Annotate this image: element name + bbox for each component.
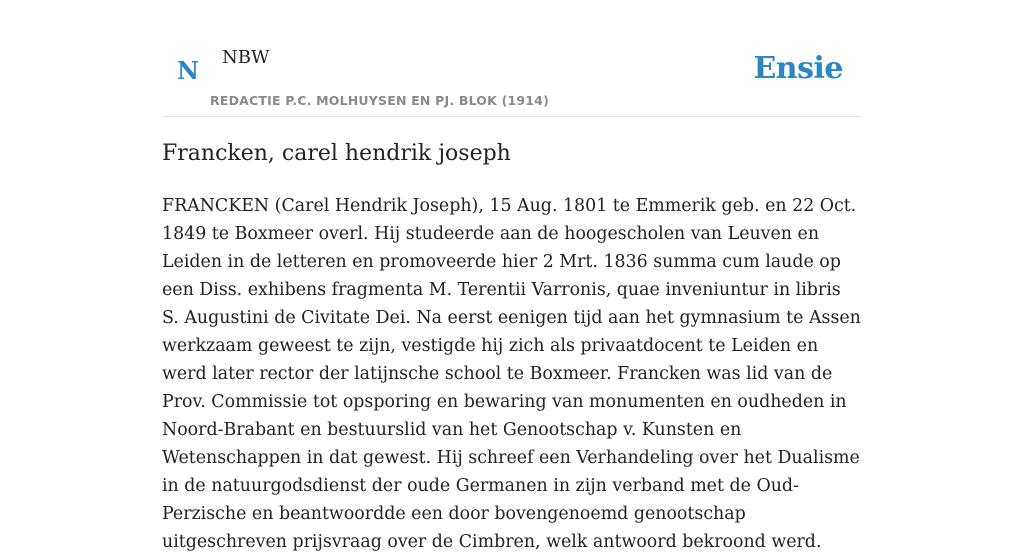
article-body: FRANCKEN (Carel Hendrik Joseph), 15 Aug. 1801 te Emmerik geb. en 22 Oct. 1849 te Boxmeer overl. Hij studeerde aan de hoogescholen van Leuven en Leiden in de letteren en promoveerde hier 2 Mrt. 1836 summa cum laude op een Diss. exhibens fragmenta M. Terentii Varronis, quae inveniuntur in libris S. Augustini de Civitate Dei. Na eerst eenigen tijd aan het gymnasium te Assen werkzaam geweest te zijn, vestigde hij zich als privaatdocent te Leiden en werd later rector der latijnsche school te Boxmeer. Francken was lid van de Prov. Commissie tot opsporing en bewaring van monumenten en oudheden in Noord-Brabant en bestuurslid van het Genootschap v. Kunsten en Wetenschappen in dat gewest. Hij schreef een Verhandeling over het Dualisme in de natuurgodsdienst der oude Germanen in zijn verband met de Oud-Perzische en beantwoordde een door bovengenoemd genootschap uitgeschreven prijsvraag over de Cimbren, welk antwoord bekroond werd. — [162, 196, 861, 552]
source-header — [162, 0, 862, 117]
source-name[interactable]: NBW — [222, 47, 270, 68]
article-title: Francken, carel hendrik joseph — [162, 141, 511, 166]
source-logo[interactable]: N — [177, 56, 199, 85]
source-subtitle: REDACTIE P.C. MOLHUYSEN EN PJ. BLOK (1914) — [210, 93, 549, 108]
brand-logo[interactable]: Ensie — [753, 51, 843, 86]
